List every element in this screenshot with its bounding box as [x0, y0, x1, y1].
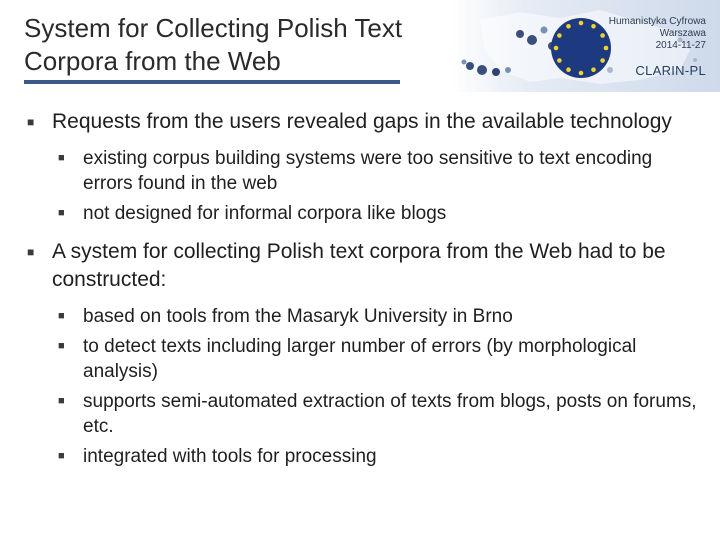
- event-name: Humanistyka Cyfrowa: [608, 16, 706, 27]
- event-date: 2014-11-27: [655, 40, 706, 51]
- square-bullet-icon: ■: [58, 207, 65, 219]
- event-city: Warszawa: [659, 28, 706, 39]
- event-info: [604, 16, 706, 52]
- bullet-text: based on tools from the Masaryk University in Brno: [83, 306, 513, 327]
- square-bullet-icon: ■: [58, 340, 65, 352]
- square-bullet-icon: ■: [58, 395, 65, 407]
- square-bullet-icon: ■: [58, 450, 65, 462]
- bullet-group: [22, 238, 702, 469]
- bullet-group: [22, 108, 702, 226]
- bullet-text: not designed for informal corpora like blogs: [83, 203, 447, 224]
- bullet-text: supports semi-automated extraction of texts from blogs, posts on forums, etc.: [83, 391, 697, 437]
- bullet-level-1: [22, 238, 702, 294]
- slide-content: [22, 108, 702, 481]
- node-dot: [541, 27, 548, 34]
- slide-title-line-2: Corpora from the Web: [24, 46, 281, 76]
- bullet-text: to detect texts including larger number of errors (by morphological analysis): [83, 336, 637, 382]
- square-bullet-icon: ■: [58, 152, 65, 164]
- bullet-text: integrated with tools for processing: [83, 446, 377, 467]
- bullet-level-2: [22, 444, 702, 469]
- slide-title-line-1: System for Collecting Polish Text: [24, 13, 403, 43]
- square-bullet-icon: ■: [27, 115, 35, 129]
- bullet-level-2: [22, 146, 702, 196]
- bullet-level-2: [22, 334, 702, 384]
- node-dot: [693, 58, 697, 62]
- square-bullet-icon: ■: [27, 245, 35, 259]
- bullet-level-2: [22, 304, 702, 329]
- bullet-level-2: [22, 389, 702, 439]
- node-dot: [527, 35, 537, 45]
- bullet-level-2: [22, 201, 702, 226]
- org-name: CLARIN-PL: [635, 63, 706, 78]
- node-dot: [516, 30, 524, 38]
- node-dot: [492, 68, 500, 76]
- square-bullet-icon: ■: [58, 310, 65, 322]
- node-dot: [505, 67, 511, 73]
- slide-title: [24, 12, 484, 78]
- bullet-level-1: [22, 108, 702, 136]
- bullet-text: existing corpus building systems were too sensitive to text encoding errors found in the web: [83, 148, 653, 194]
- bullet-text: A system for collecting Polish text corpora from the Web had to be constructed:: [52, 240, 666, 291]
- title-underline: [24, 80, 400, 84]
- bullet-text: Requests from the users revealed gaps in the available technology: [52, 110, 672, 133]
